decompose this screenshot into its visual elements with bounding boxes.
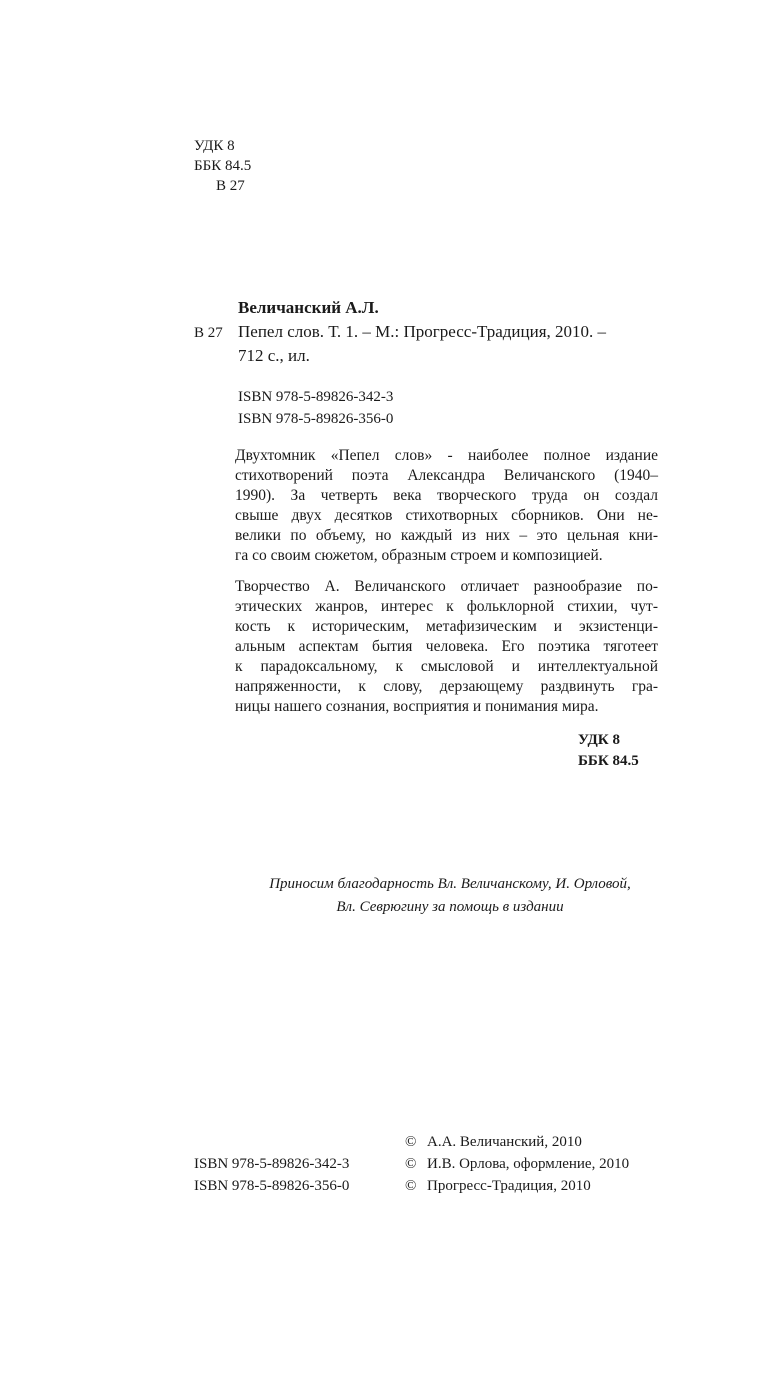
copyright-text: Прогресс-Традиция, 2010 [427,1178,591,1194]
annotation-line: этических жанров, интерес к фольклорной стихии, чут- [235,598,658,615]
annotation-line: свыше двух десятков стихотворных сборников. Они не- [235,507,658,524]
annotation-line: стихотворений поэта Александра Величанского (1940– [235,467,658,484]
copyright-line [405,1153,629,1175]
annotation-line: велики по объему, но каждый из них – это цельная кни- [235,527,658,544]
bbk-code: ББК 84.5 [194,158,252,174]
annotation-line: Творчество А. Величанского отличает разнообразие по- [235,578,658,595]
annotation-line: Двухтомник «Пепел слов» - наиболее полное издание [235,447,658,464]
annotation-line: кость к историческим, метафизическим и экзистенци- [235,618,658,635]
copyright-line [405,1175,629,1197]
copyright-symbol: © [405,1134,417,1150]
acknowledgement [200,873,700,919]
acknowledgement-line-2: Вл. Севрюгину за помощь в издании [336,899,564,915]
copyright-line [405,1131,629,1153]
copyright-symbol: © [405,1178,417,1194]
udk-code-right: УДК 8 [578,732,620,748]
copyright-text: А.А. Величанский, 2010 [427,1134,582,1150]
annotation-line: к парадоксальному, к смысловой и интеллектуальной [235,658,658,675]
record-isbn-list [238,386,393,430]
acknowledgement-line-1: Приносим благодарность Вл. Величанскому, И. Орловой, [269,876,631,892]
author-name: Величанский А.Л. [238,298,379,317]
annotation-line: напряженности, к слову, дерзающему раздвинуть гра- [235,678,658,695]
bottom-isbn-1: ISBN 978-5-89826-342-3 [194,1156,350,1172]
biblio-line-2: 712 с., ил. [238,346,310,365]
classification-codes-right [578,730,639,772]
bbk-code-right: ББК 84.5 [578,753,639,769]
copyright-list [405,1131,629,1197]
biblio-line-1: Пепел слов. Т. 1. – М.: Прогресс-Традиция, 2010. – [238,322,607,341]
record-isbn-2: ISBN 978-5-89826-356-0 [238,411,394,427]
annotation-line: ницы нашего сознания, восприятия и понимания мира. [235,698,599,715]
author-mark: В 27 [216,178,245,194]
record-author-mark: В 27 [194,325,223,341]
annotation-paragraph-2 [235,577,658,717]
bottom-isbn-2: ISBN 978-5-89826-356-0 [194,1178,350,1194]
annotation-paragraph-1 [235,446,658,566]
record-isbn-1: ISBN 978-5-89826-342-3 [238,389,394,405]
copyright-symbol: © [405,1156,417,1172]
copyright-text: И.В. Орлова, оформление, 2010 [427,1156,630,1172]
annotation-line: альным аспектам бытия человека. Его поэтика тяготеет [235,638,658,655]
udk-code: УДК 8 [194,138,235,154]
annotation-line: 1990). За четверть века творческого труда он создал [235,487,658,504]
annotation-line: га со своим сюжетом, образным строем и композицией. [235,547,603,564]
classification-codes [194,136,251,196]
bibliographic-description [238,320,658,368]
bottom-isbn-list [194,1153,349,1197]
